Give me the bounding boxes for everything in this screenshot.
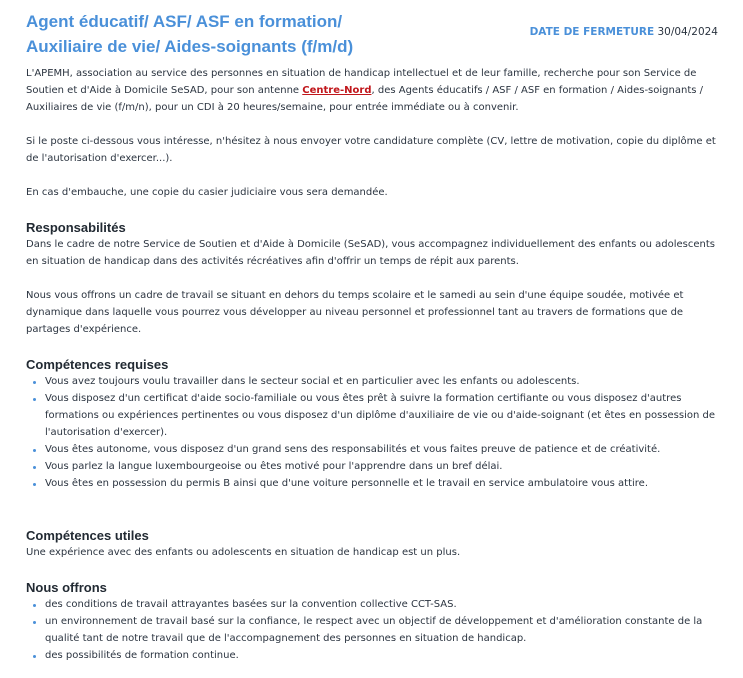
- intro-paragraph-1: [26, 65, 716, 116]
- list-item: des possibilités de formation continue.: [45, 647, 716, 664]
- closing-date: [530, 25, 718, 39]
- nous-offrons-heading: Nous offrons: [26, 580, 107, 595]
- list-item: Vous avez toujours voulu travailler dans le secteur social et en particulier avec les enfants ou adolescents.: [45, 373, 716, 390]
- competences-requises-list: [26, 373, 716, 492]
- responsabilites-paragraph-1: Dans le cadre de notre Service de Soutien et d'Aide à Domicile (SeSAD), vous accompagnez individuellement des enfants ou adolescents en situation de handicap dans des activités récréatives afin d'offrir un temps de répit aux parents.: [26, 239, 716, 267]
- nous-offrons-list: [26, 596, 716, 664]
- list-item: Vous disposez d'un certificat d'aide socio-familiale ou vous êtes prêt à suivre la formation certifiante ou vous disposez d'autres formations ou expériences pertinentes ou vous disposez d'un diplôme d'auxiliaire de vie ou d'aide-soignant (et êtes en possession de l'autorisation d'exercer).: [45, 390, 716, 441]
- job-description: [26, 65, 716, 664]
- list-item: des conditions de travail attrayantes basées sur la convention collective CCT-SAS.: [45, 596, 716, 613]
- closing-date-label: DATE DE FERMETURE: [529, 26, 655, 38]
- responsabilites-paragraph-2: Nous vous offrons un cadre de travail se situant en dehors du temps scolaire et le samedi au sein d'une équipe soudée, motivée et dynamique dans laquelle vous pourrez vous développer au niveau personnel et professionnel tant au travers de formations que de partages d'expérience.: [26, 290, 684, 335]
- list-item: Vous êtes en possession du permis B ainsi que d'une voiture personnelle et le travail en service ambulatoire vous attire.: [45, 475, 716, 492]
- responsabilites-heading: Responsabilités: [26, 220, 126, 235]
- list-item: Vous parlez la langue luxembourgeoise ou êtes motivé pour l'apprendre dans un bref délai.: [45, 458, 716, 475]
- intro-paragraph-2: Si le poste ci-dessous vous intéresse, n'hésitez à nous envoyer votre candidature complète (CV, lettre de motivation, copie du diplôme et de l'autorisation d'exercer...).: [26, 136, 716, 164]
- list-item: Vous êtes autonome, vous disposez d'un grand sens des responsabilités et vous faites preuve de patience et de créativité.: [45, 441, 716, 458]
- job-title: [26, 9, 526, 59]
- closing-date-value: 30/04/2024: [657, 26, 718, 38]
- antenna-link[interactable]: Centre-Nord: [302, 85, 372, 96]
- list-item: un environnement de travail basé sur la confiance, le respect avec un objectif de développement et d'amélioration constante de la qualité tant de notre travail que de l'accompagnement des personnes en situation de handicap.: [45, 613, 716, 647]
- intro-text-after-link: , des Agents éducatifs / ASF / ASF en formation / Aides-soignants / Auxiliaires de vie (f/m/n), pour un CDI à 20 heures/semaine, pour entrée immédiate ou à convenir.: [26, 85, 703, 113]
- intro-paragraph-3: En cas d'embauche, une copie du casier judiciaire vous sera demandée.: [26, 187, 388, 198]
- job-title-line1: Agent éducatif/ ASF/ ASF en formation/: [26, 12, 343, 31]
- job-title-line2: Auxiliaire de vie/ Aides-soignants (f/m/d): [26, 37, 354, 56]
- intro-text-before-link: L'APEMH, association au service des personnes en situation de handicap intellectuel et de leur famille, recherche pour son Service de Soutien et d'Aide à Domicile SeSAD, pour son antenne: [26, 68, 697, 96]
- competences-utiles-paragraph: Une expérience avec des enfants ou adolescents en situation de handicap est un plus.: [26, 547, 461, 558]
- competences-requises-heading: Compétences requises: [26, 357, 169, 372]
- competences-utiles-heading: Compétences utiles: [26, 528, 149, 543]
